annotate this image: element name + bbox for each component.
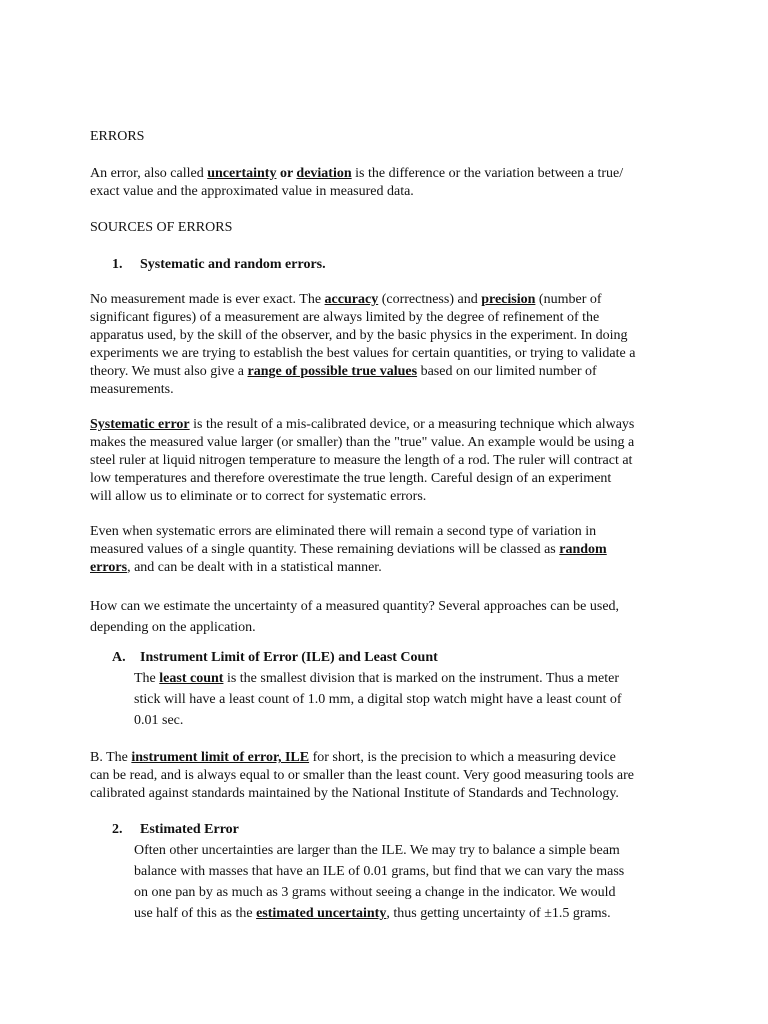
text: apparatus used, by the skill of the observer, and by the basic physics in the experiment. In doing [90, 328, 628, 343]
text: on one pan by as much as 3 grams without seeing a change in the indicator. We would [134, 885, 616, 900]
text: measurements. [90, 382, 174, 397]
text: Often other uncertainties are larger than the ILE. We may try to balance a simple beam [134, 843, 620, 858]
text: for short, is the precision to which a measuring device [309, 750, 616, 765]
least-count-paragraph [134, 668, 674, 731]
text: No measurement made is ever exact. The [90, 292, 325, 307]
term-deviation: deviation [296, 166, 352, 181]
text: makes the measured value larger (or smaller) than the "true" value. An example would be using a [90, 435, 635, 450]
ile-paragraph [90, 749, 690, 803]
text: Even when systematic errors are eliminated there will remain a second type of variation in [90, 524, 597, 539]
list-label: Estimated Error [140, 822, 239, 837]
text: 0.01 sec. [134, 713, 184, 728]
text: use half of this as the [134, 906, 257, 921]
list-number: 1. [112, 257, 123, 272]
measurement-paragraph [90, 291, 690, 399]
heading-sources: SOURCES OF ERRORS [90, 220, 233, 235]
text: experiments we are trying to establish the best values for certain quantities, or trying to validate a [90, 346, 636, 361]
random-paragraph [90, 523, 690, 577]
text: , thus getting uncertainty of ±1.5 grams. [386, 906, 611, 921]
term-systematic-error: Systematic error [90, 417, 190, 432]
text: stick will have a least count of 1.0 mm, a digital stop watch might have a least count of [134, 692, 622, 707]
text: low temperatures and therefore overestimate the true length. Careful design of an experiment [90, 471, 612, 486]
term-uncertainty: uncertainty [207, 166, 277, 181]
term-estimated-uncertainty: estimated uncertainty [256, 906, 387, 921]
list-number: 2. [112, 822, 123, 837]
how-paragraph [90, 596, 690, 638]
list-label: Instrument Limit of Error (ILE) and Least Count [140, 650, 438, 665]
text: theory. We must also give a [90, 364, 248, 379]
term-precision: precision [481, 292, 536, 307]
text: balance with masses that have an ILE of 0.01 grams, but find that we can vary the mass [134, 864, 625, 879]
text: or [276, 166, 297, 181]
text: The [134, 671, 160, 686]
text: significant figures) of a measurement are always limited by the degree of refinement of the [90, 310, 600, 325]
text: , and can be dealt with in a statistical manner. [127, 560, 382, 575]
text: measured values of a single quantity. These remaining deviations will be classed as [90, 542, 560, 557]
list-item-1 [112, 256, 712, 274]
text: will allow us to eliminate or to correct for systematic errors. [90, 489, 427, 504]
text: is the difference or the variation between a true/ [351, 166, 624, 181]
text: is the result of a mis-calibrated device, or a measuring technique which always [189, 417, 635, 432]
text: depending on the application. [90, 620, 256, 635]
term-accuracy: accuracy [324, 292, 379, 307]
term-range: range of possible true values [247, 364, 418, 379]
text: exact value and the approximated value in measured data. [90, 184, 414, 199]
text: B. The [90, 750, 132, 765]
term-random: random [559, 542, 607, 557]
text: (number of [535, 292, 602, 307]
list-label: Systematic and random errors. [140, 257, 326, 272]
estimated-paragraph [134, 840, 674, 924]
term-errors: errors [90, 560, 128, 575]
text: (correctness) and [378, 292, 482, 307]
text: steel ruler at liquid nitrogen temperature to measure the length of a rod. The ruler will contract at [90, 453, 633, 468]
text: An error, also called [90, 166, 208, 181]
text: How can we estimate the uncertainty of a measured quantity? Several approaches can be used, [90, 599, 620, 614]
intro-paragraph [90, 165, 690, 201]
list-item-2 [112, 821, 712, 839]
text: based on our limited number of [417, 364, 597, 379]
text: is the smallest division that is marked on the instrument. Thus a meter [223, 671, 620, 686]
list-number: A. [112, 650, 126, 665]
text: can be read, and is always equal to or smaller than the least count. Very good measuring tools are [90, 768, 635, 783]
list-item-a [112, 649, 712, 667]
systematic-paragraph [90, 416, 690, 506]
term-least-count: least count [159, 671, 224, 686]
text: calibrated against standards maintained by the National Institute of Standards and Technology. [90, 786, 619, 801]
term-ile: instrument limit of error, ILE [131, 750, 310, 765]
heading-errors: ERRORS [90, 129, 145, 144]
